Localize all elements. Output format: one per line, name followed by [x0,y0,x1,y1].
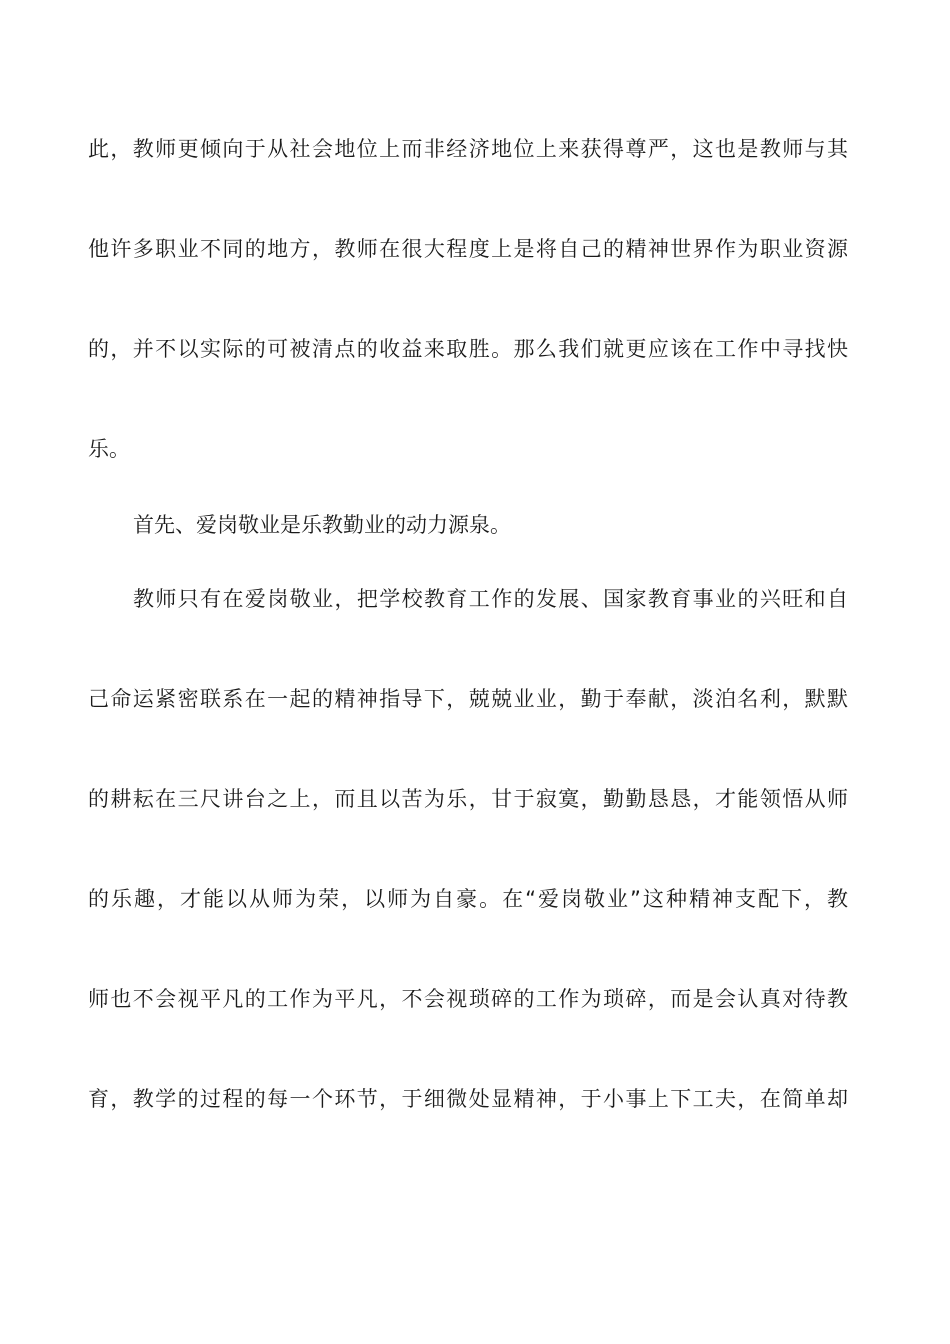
text-line: 师也不会视平凡的工作为平凡，不会视琐碎的工作为琐碎，而是会认真对待教 [88,987,848,1011]
text-line: 育，教学的过程的每一个环节，于细微处显精神，于小事上下工夫，在简单却 [88,1087,848,1111]
text-line: 教师只有在爱岗敬业，把学校教育工作的发展、国家教育事业的兴旺和自 [133,587,848,611]
text-line: 的，并不以实际的可被清点的收益来取胜。那么我们就更应该在工作中寻找快 [88,337,848,361]
section-heading: 首先、爱岗敬业是乐教勤业的动力源泉。 [133,513,511,537]
text-line: 己命运紧密联系在一起的精神指导下，兢兢业业，勤于奉献，淡泊名利，默默 [88,687,848,711]
text-line: 的耕耘在三尺讲台之上，而且以苦为乐，甘于寂寞，勤勤恳恳，才能领悟从师 [88,787,848,811]
text-line: 的乐趣，才能以从师为荣，以师为自豪。在“爱岗敬业”这种精神支配下，教 [88,887,848,911]
text-line: 乐。 [88,437,130,461]
text-line: 此，教师更倾向于从社会地位上而非经济地位上来获得尊严，这也是教师与其 [88,137,848,161]
text-line: 他许多职业不同的地方，教师在很大程度上是将自己的精神世界作为职业资源 [88,237,848,261]
